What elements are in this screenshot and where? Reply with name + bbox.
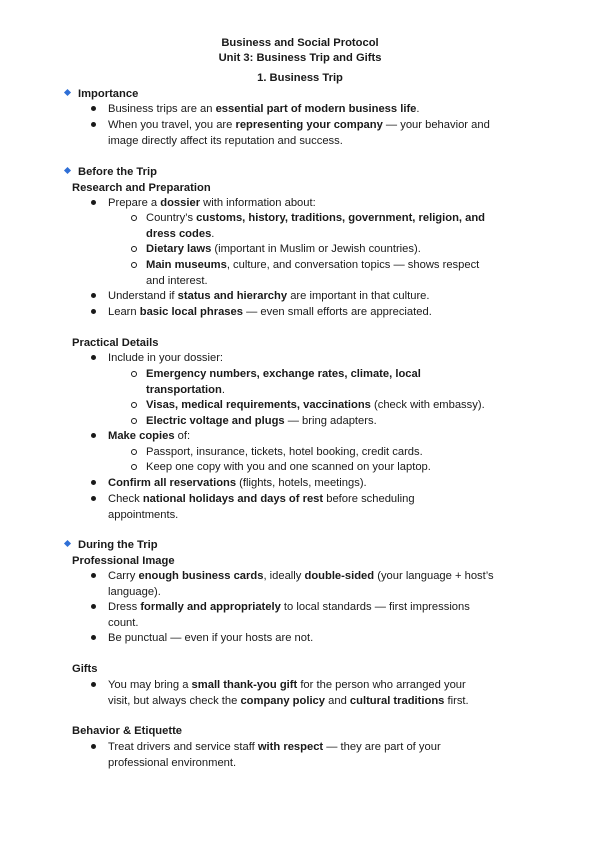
list-item: Dietary laws (important in Muslim or Jewish countries). xyxy=(146,243,421,255)
list-item: When you travel, you are representing your company — your behavior and image directly affect its reputation and success. xyxy=(108,119,490,147)
bullet-icon xyxy=(91,635,96,640)
list-item: Treat drivers and service staff with respect — they are part of your professional environment. xyxy=(108,741,441,769)
practical-heading: Practical Details xyxy=(72,337,159,349)
bullet-icon xyxy=(91,293,96,298)
unit-title: Unit 3: Business Trip and Gifts xyxy=(218,52,382,64)
gifts-heading: Gifts xyxy=(72,663,98,675)
list-item: Learn basic local phrases — even small efforts are appreciated. xyxy=(108,306,432,318)
list-item: Keep one copy with you and one scanned on your laptop. xyxy=(146,461,431,473)
list-item: Check national holidays and days of rest before scheduling appointments. xyxy=(108,493,415,521)
list-item: Include in your dossier: xyxy=(108,352,224,364)
bullet-icon xyxy=(91,355,96,360)
research-heading: Research and Preparation xyxy=(72,182,211,194)
bullet-icon xyxy=(91,744,96,749)
list-item: Main museums, culture, and conversation topics — shows respect and interest. xyxy=(146,259,480,287)
list-item: Passport, insurance, tickets, hotel booking, credit cards. xyxy=(146,446,423,458)
bullet-icon xyxy=(91,573,96,578)
circle-bullet-icon xyxy=(131,215,137,221)
diamond-bullet-icon xyxy=(64,540,71,547)
circle-bullet-icon xyxy=(131,418,137,424)
bullet-icon xyxy=(91,682,96,687)
list-item: Carry enough business cards, ideally double-sided (your language + host’s language). xyxy=(108,570,494,598)
circle-bullet-icon xyxy=(131,246,137,252)
document-title: Business and Social Protocol xyxy=(221,37,379,49)
list-item: Confirm all reservations (flights, hotels, meetings). xyxy=(108,477,367,489)
list-item: Be punctual — even if your hosts are not. xyxy=(108,632,314,644)
bullet-icon xyxy=(91,122,96,127)
bullet-icon xyxy=(91,200,96,205)
list-item: Emergency numbers, exchange rates, climate, local transportation. xyxy=(146,368,421,396)
list-item: You may bring a small thank-you gift for the person who arranged your visit, but always check the company policy and cultural traditions first. xyxy=(108,679,469,707)
bullet-icon xyxy=(91,309,96,314)
section-title: 1. Business Trip xyxy=(257,72,343,84)
list-item: Make copies of: xyxy=(108,430,191,442)
list-item: Visas, medical requirements, vaccinations (check with embassy). xyxy=(146,399,485,411)
list-item: Dress formally and appropriately to local standards — first impressions count. xyxy=(108,601,470,629)
bullet-icon xyxy=(91,604,96,609)
circle-bullet-icon xyxy=(131,262,137,268)
list-item: Prepare a dossier with information about: xyxy=(108,197,316,209)
before-trip-heading: Before the Trip xyxy=(78,165,157,181)
list-item: Understand if status and hierarchy are important in that culture. xyxy=(108,290,430,302)
professional-heading: Professional Image xyxy=(72,555,175,567)
diamond-bullet-icon xyxy=(64,89,71,96)
list-item: Business trips are an essential part of modern business life. xyxy=(108,103,420,115)
circle-bullet-icon xyxy=(131,449,137,455)
diamond-bullet-icon xyxy=(64,167,71,174)
importance-heading: Importance xyxy=(78,87,138,103)
list-item: Electric voltage and plugs — bring adapters. xyxy=(146,415,377,427)
bullet-icon xyxy=(91,106,96,111)
during-trip-heading: During the Trip xyxy=(78,538,158,554)
circle-bullet-icon xyxy=(131,371,137,377)
behavior-heading: Behavior & Etiquette xyxy=(72,725,183,737)
bullet-icon xyxy=(91,480,96,485)
circle-bullet-icon xyxy=(131,464,137,470)
list-item: Country’s customs, history, traditions, government, religion, and dress codes. xyxy=(146,212,486,240)
bullet-icon xyxy=(91,433,96,438)
bullet-icon xyxy=(91,496,96,501)
circle-bullet-icon xyxy=(131,402,137,408)
